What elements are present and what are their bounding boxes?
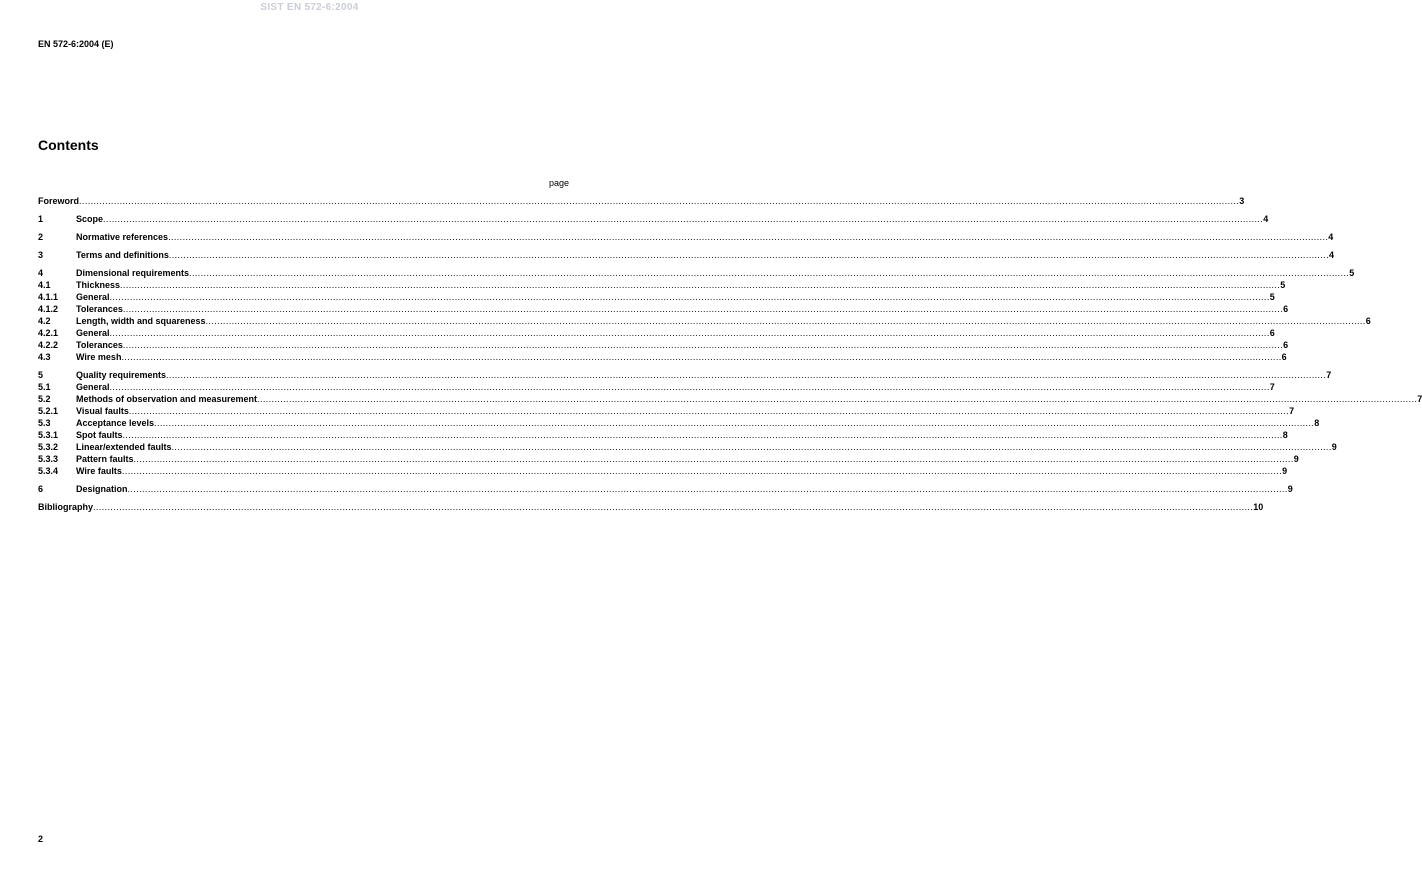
- toc-title: General: [76, 292, 110, 302]
- dot-leader: ................................................................................................................................................................................................................................................................................................................................................................................................................: [122, 304, 1284, 314]
- toc-page: 3: [1239, 196, 1245, 206]
- toc-page: 6: [1283, 304, 1289, 314]
- dot-leader: ................................................................................................................................................................................................................................................................................................................................................................................................................: [133, 454, 1294, 464]
- toc-number: 4.3: [38, 352, 51, 362]
- toc-page: 8: [1282, 430, 1288, 440]
- dot-leader: ................................................................................................................................................................................................................................................................................................................................................................................................................: [168, 232, 1329, 242]
- toc-number: 4.2.2: [38, 340, 59, 350]
- toc-entry[interactable]: [38, 327, 1275, 339]
- dot-leader: ................................................................................................................................................................................................................................................................................................................................................................................................................: [79, 196, 1240, 206]
- toc-entry[interactable]: [38, 465, 1288, 477]
- dot-leader: ................................................................................................................................................................................................................................................................................................................................................................................................................: [154, 418, 1315, 428]
- toc-page: 5: [1280, 280, 1286, 290]
- dot-leader: ................................................................................................................................................................................................................................................................................................................................................................................................................: [205, 316, 1366, 326]
- toc-page: 9: [1282, 466, 1288, 476]
- toc-number: 4.1: [38, 280, 51, 290]
- toc-number: 5.3.2: [38, 442, 59, 452]
- toc-title: Linear/extended faults: [76, 442, 172, 452]
- dot-leader: ................................................................................................................................................................................................................................................................................................................................................................................................................: [128, 406, 1290, 416]
- toc-page: 4: [1263, 214, 1269, 224]
- toc-title: Thickness: [76, 280, 121, 290]
- toc-number: 5.2: [38, 394, 51, 404]
- toc-entry[interactable]: [38, 351, 1287, 363]
- document-id: EN 572-6:2004 (E): [38, 39, 114, 49]
- dot-leader: ................................................................................................................................................................................................................................................................................................................................................................................................................: [109, 292, 1270, 302]
- toc-title: Scope: [76, 214, 104, 224]
- toc-title: Pattern faults: [76, 454, 134, 464]
- toc-page: 6: [1281, 352, 1287, 362]
- toc-number: 1: [38, 214, 44, 224]
- toc-entry[interactable]: [38, 405, 1295, 417]
- toc-number: 5.3.1: [38, 430, 59, 440]
- toc-page: 8: [1314, 418, 1320, 428]
- toc-entry[interactable]: [38, 417, 1320, 429]
- toc-entry[interactable]: [38, 195, 1245, 207]
- toc-title: Quality requirements: [76, 370, 167, 380]
- toc-page: 7: [1269, 382, 1275, 392]
- toc-number: 6: [38, 484, 44, 494]
- toc-page: 7: [1289, 406, 1295, 416]
- watermark: SIST EN 572-6:2004: [260, 2, 359, 13]
- dot-leader: ................................................................................................................................................................................................................................................................................................................................................................................................................: [93, 502, 1254, 512]
- dot-leader: ................................................................................................................................................................................................................................................................................................................................................................................................................: [120, 280, 1281, 290]
- toc-entry[interactable]: [38, 453, 1299, 465]
- toc-page: 5: [1349, 268, 1355, 278]
- dot-leader: ................................................................................................................................................................................................................................................................................................................................................................................................................: [121, 466, 1283, 476]
- toc-title: Tolerances: [76, 304, 123, 314]
- toc-entry[interactable]: [38, 339, 1289, 351]
- toc-number: 5.3.4: [38, 466, 59, 476]
- dot-leader: ................................................................................................................................................................................................................................................................................................................................................................................................................: [122, 340, 1284, 350]
- toc-page: 9: [1331, 442, 1337, 452]
- toc-title: Normative references: [76, 232, 169, 242]
- toc-title: Bibliography: [38, 502, 94, 512]
- dot-leader: ................................................................................................................................................................................................................................................................................................................................................................................................................: [166, 370, 1327, 380]
- toc-entry[interactable]: [38, 231, 1334, 243]
- page-number: 2: [38, 834, 44, 844]
- toc-entry[interactable]: [38, 291, 1275, 303]
- toc-number: 5.3.3: [38, 454, 59, 464]
- toc-number: 4: [38, 268, 44, 278]
- toc-number: 4.1.2: [38, 304, 59, 314]
- toc-entry[interactable]: [38, 429, 1288, 441]
- toc-page: 6: [1365, 316, 1371, 326]
- toc-entry[interactable]: [38, 501, 1264, 513]
- toc-entry[interactable]: [38, 315, 1371, 327]
- toc-number: 4.2.1: [38, 328, 59, 338]
- dot-leader: ................................................................................................................................................................................................................................................................................................................................................................................................................: [109, 328, 1270, 338]
- toc-number: 5.1: [38, 382, 51, 392]
- toc-page: 9: [1287, 484, 1293, 494]
- toc-title: Wire mesh: [76, 352, 122, 362]
- toc-entry[interactable]: [38, 267, 1355, 279]
- toc-title: General: [76, 328, 110, 338]
- dot-leader: ................................................................................................................................................................................................................................................................................................................................................................................................................: [127, 484, 1288, 494]
- toc-number: 4.1.1: [38, 292, 59, 302]
- toc-entry[interactable]: [38, 249, 1335, 261]
- toc-entry[interactable]: [38, 441, 1337, 453]
- toc-title: General: [76, 382, 110, 392]
- table-of-contents: [38, 195, 1422, 513]
- toc-page: 6: [1283, 340, 1289, 350]
- toc-page: 4: [1329, 250, 1335, 260]
- toc-title: Designation: [76, 484, 128, 494]
- dot-leader: ................................................................................................................................................................................................................................................................................................................................................................................................................: [121, 352, 1282, 362]
- toc-page: 6: [1269, 328, 1275, 338]
- toc-number: 4.2: [38, 316, 51, 326]
- toc-title: Spot faults: [76, 430, 123, 440]
- dot-leader: ................................................................................................................................................................................................................................................................................................................................................................................................................: [122, 430, 1283, 440]
- toc-entry[interactable]: [38, 381, 1275, 393]
- dot-leader: ................................................................................................................................................................................................................................................................................................................................................................................................................: [109, 382, 1270, 392]
- toc-number: 5.2.1: [38, 406, 59, 416]
- toc-entry[interactable]: [38, 213, 1269, 225]
- toc-entry[interactable]: [38, 483, 1293, 495]
- toc-entry[interactable]: [38, 303, 1289, 315]
- toc-page: 7: [1417, 394, 1422, 404]
- toc-title: Dimensional requirements: [76, 268, 190, 278]
- dot-leader: ................................................................................................................................................................................................................................................................................................................................................................................................................: [171, 442, 1332, 452]
- toc-page: 5: [1269, 292, 1275, 302]
- toc-page: 10: [1253, 502, 1264, 512]
- dot-leader: ................................................................................................................................................................................................................................................................................................................................................................................................................: [189, 268, 1350, 278]
- toc-page: 7: [1326, 370, 1332, 380]
- dot-leader: ................................................................................................................................................................................................................................................................................................................................................................................................................: [168, 250, 1330, 260]
- toc-entry[interactable]: [38, 279, 1286, 291]
- toc-page: 4: [1328, 232, 1334, 242]
- toc-title: Terms and definitions: [76, 250, 169, 260]
- toc-number: 2: [38, 232, 44, 242]
- dot-leader: ................................................................................................................................................................................................................................................................................................................................................................................................................: [103, 214, 1264, 224]
- contents-heading: Contents: [38, 137, 99, 153]
- toc-title: Acceptance levels: [76, 418, 155, 428]
- toc-title: Length, width and squareness: [76, 316, 206, 326]
- toc-title: Tolerances: [76, 340, 123, 350]
- dot-leader: ................................................................................................................................................................................................................................................................................................................................................................................................................: [257, 394, 1418, 404]
- toc-title: Visual faults: [76, 406, 129, 416]
- toc-number: 5.3: [38, 418, 51, 428]
- toc-title: Foreword: [38, 196, 80, 206]
- toc-entry[interactable]: [38, 369, 1332, 381]
- toc-title: Methods of observation and measurement: [76, 394, 258, 404]
- toc-number: 5: [38, 370, 44, 380]
- toc-number: 3: [38, 250, 44, 260]
- toc-entry[interactable]: [38, 393, 1422, 405]
- page-column-label: page: [548, 178, 569, 188]
- toc-page: 9: [1293, 454, 1299, 464]
- toc-title: Wire faults: [76, 466, 122, 476]
